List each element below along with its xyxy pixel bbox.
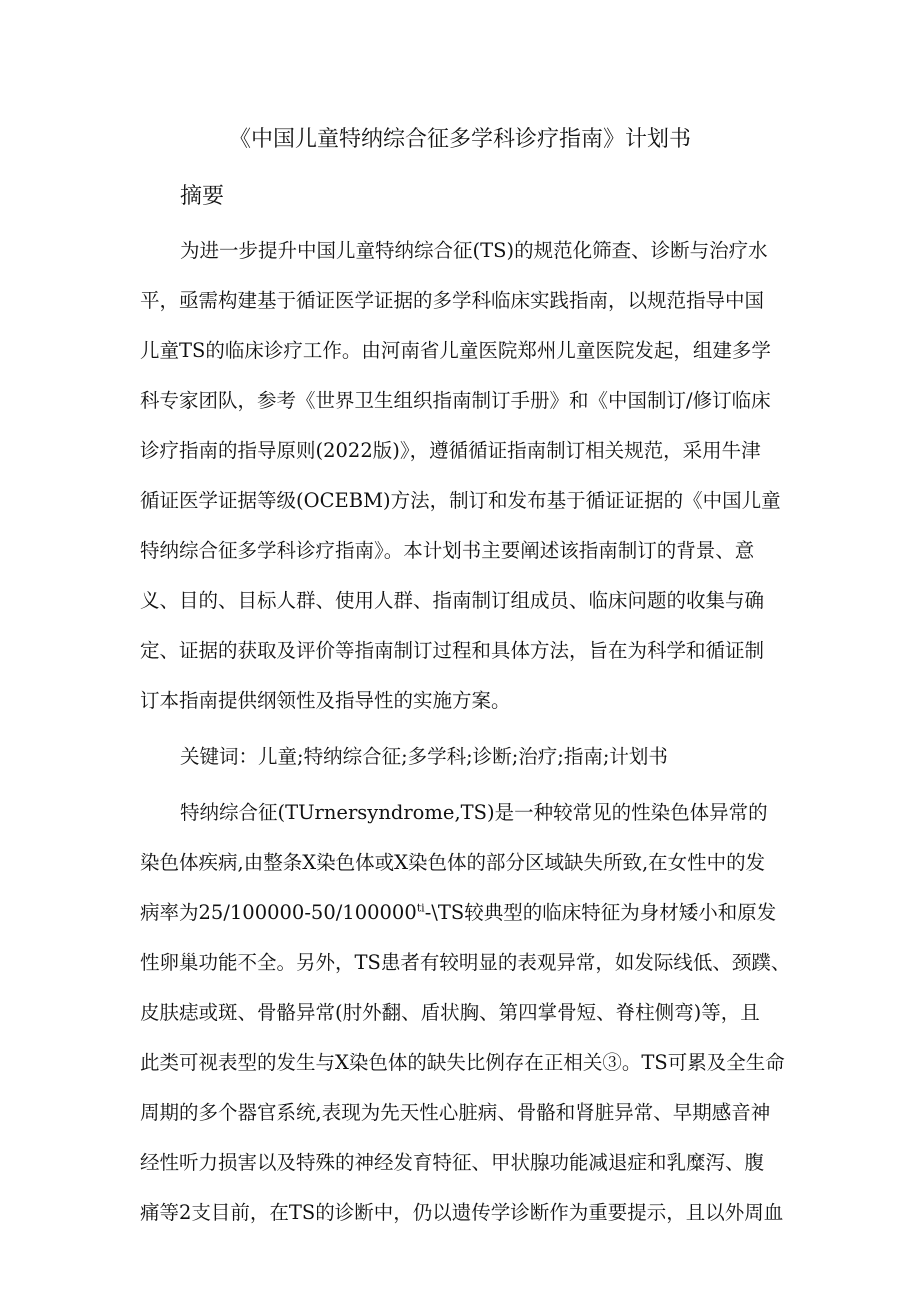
abstract-line: 科专家团队，参考《世界卫生组织指南制订手册》和《中国制订/修订临床	[140, 389, 771, 412]
intro-line: 周期的多个器官系统,表现为先天性心脏病、骨骼和肾脏异常、早期感音神	[140, 1101, 771, 1124]
abstract-line: 定、证据的获取及评价等指南制订过程和具体方法，旨在为科学和循证制	[140, 639, 765, 662]
abstract-line: 儿童TS的临床诊疗工作。由河南省儿童医院郑州儿童医院发起，组建多学	[140, 339, 771, 362]
abstract-line: 特纳综合征多学科诊疗指南》。本计划书主要阐述该指南制订的背景、意	[140, 539, 755, 562]
document-title: 《中国儿童特纳综合征多学科诊疗指南》计划书	[228, 127, 691, 152]
intro-line: 经性听力损害以及特殊的神经发育特征、甲状腺功能减退症和乳糜泻、腹	[140, 1151, 765, 1174]
intro-line: 此类可视表型的发生与X染色体的缺失比例存在正相关③。TS可累及全生命	[140, 1051, 785, 1074]
intro-line: 染色体疾病,由整条X染色体或X染色体的部分区域缺失所致,在女性中的发	[140, 851, 766, 874]
intro-line: 皮肤痣或斑、骨骼异常(肘外翻、盾状胸、第四掌骨短、脊柱侧弯)等，且	[140, 1001, 760, 1024]
intro-line: 特纳综合征(TUrnersyndrome,TS)是一种较常见的性染色体异常的	[180, 801, 768, 824]
abstract-line: 为进一步提升中国儿童特纳综合征(TS)的规范化筛查、诊断与治疗水	[180, 239, 768, 262]
citation-superscript: ti	[416, 901, 425, 915]
intro-line	[140, 898, 776, 928]
intro-line-text: -\TS较典型的临床特征为身材矮小和原发	[424, 901, 777, 924]
keywords-line: 关键词：儿童;特纳综合征;多学科;诊断;治疗;指南;计划书	[180, 745, 668, 768]
abstract-line: 循证医学证据等级(OCEBM)方法，制订和发布基于循证证据的《中国儿童	[140, 489, 781, 512]
abstract-line: 诊疗指南的指导原则(2022版)》，遵循循证指南制订相关规范，采用牛津	[140, 439, 761, 462]
abstract-line: 订本指南提供纲领性及指导性的实施方案。	[140, 689, 511, 712]
intro-line: 痛等2支目前，在TS的诊断中，仍以遗传学诊断作为重要提示，且以外周血	[140, 1201, 784, 1224]
abstract-heading: 摘要	[180, 184, 225, 209]
intro-line: 性卵巢功能不全。另外，TS患者有较明显的表观异常，如发际线低、颈蹼、	[140, 951, 791, 974]
abstract-line: 义、目的、目标人群、使用人群、指南制订组成员、临床问题的收集与确	[140, 589, 765, 612]
abstract-line: 平，亟需构建基于循证医学证据的多学科临床实践指南，以规范指导中国	[140, 289, 765, 312]
intro-line-text: 病率为25/100000-50/100000	[140, 901, 417, 924]
